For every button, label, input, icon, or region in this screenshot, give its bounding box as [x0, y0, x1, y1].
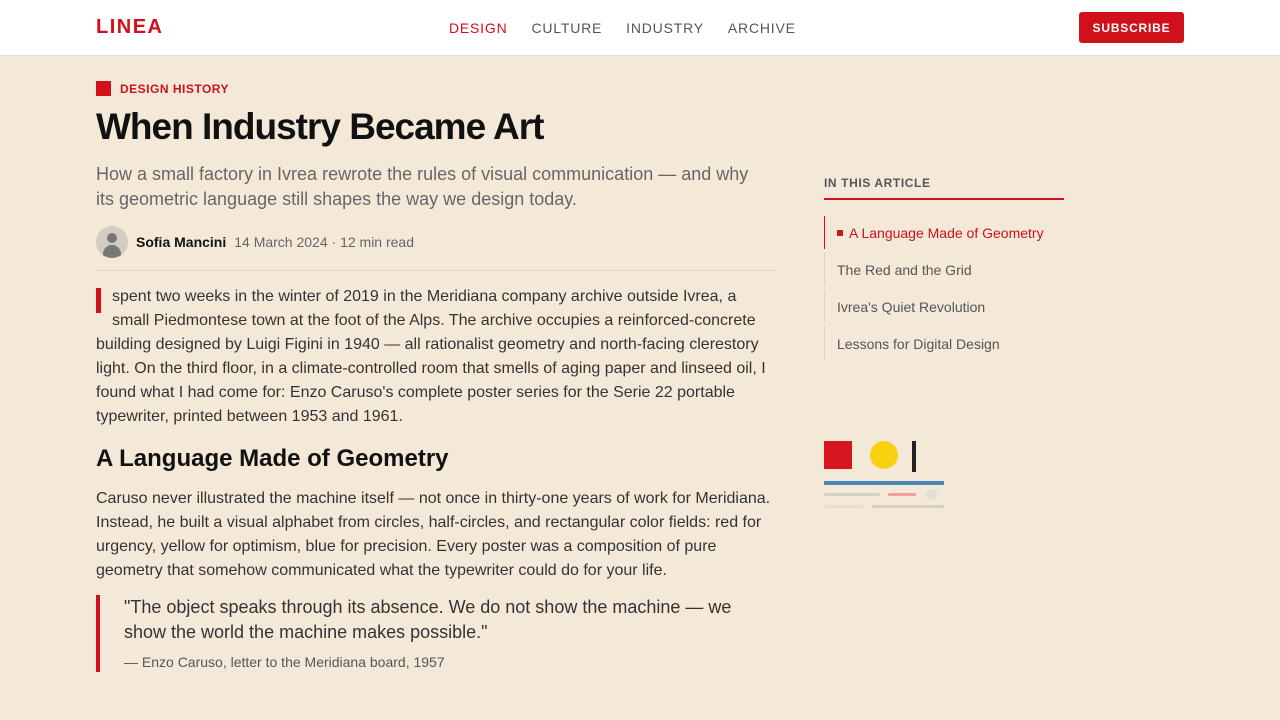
- black-bar-shape: [912, 441, 916, 472]
- toc-item-label: The Red and the Grid: [837, 261, 972, 278]
- gray-line-shape: [872, 505, 944, 508]
- nav-culture[interactable]: CULTURE: [531, 20, 603, 36]
- intro-text: spent two weeks in the winter of 2019 in the Meridiana company archive outside Ivrea, a small Piedmontese town at the foot of the Alps. The archive occupies a reinforced-concrete building designed by Luigi Figini in 1940 — all rationalist geometry and north-facing clerestory light. On the third floor, in a climate-controlled room that smells of aging paper and linseed oil, I found what I had come for: Enzo Caruso's complete poster series for the Serie 22 portable typewriter, printed between 1953 and 1961.: [96, 288, 766, 425]
- yellow-circle-shape: [870, 441, 898, 469]
- toc-item-digital-design[interactable]: [824, 327, 1064, 360]
- site-logo[interactable]: LINEA: [96, 16, 164, 38]
- toc-item-label: A Language Made of Geometry: [849, 224, 1044, 241]
- gray-line-shape: [824, 493, 880, 496]
- article-title: When Industry Became Art: [96, 106, 544, 147]
- drop-cap-bar: [96, 288, 101, 313]
- nav-design[interactable]: DESIGN: [449, 20, 508, 36]
- article-kicker: [96, 80, 776, 97]
- quote-text: "The object speaks through its absence. We do not show the machine — we show the world the machine makes possible.": [124, 597, 732, 642]
- table-of-contents: [824, 176, 1064, 364]
- article-meta: 14 March 2024 · 12 min read: [234, 234, 414, 250]
- toc-list: [824, 216, 1064, 360]
- toc-item-geometry[interactable]: [824, 216, 1064, 249]
- section-heading: A Language Made of Geometry: [96, 445, 449, 472]
- quote-citation: — Enzo Caruso, letter to the Meridiana board, 1957: [124, 654, 445, 670]
- kicker-square-icon: [96, 81, 111, 96]
- section-paragraph: Caruso never illustrated the machine itself — not once in thirty-one years of work for Meridiana. Instead, he built a visual alphabet from circles, half-circles, and rectangular color fields: red for urgency, yellow for optimism, blue for precision. Every poster was a composition of pure geometry that somehow communicated what the typewriter could do for your life.: [96, 490, 771, 579]
- blue-line-shape: [824, 481, 944, 485]
- author-name[interactable]: Sofia Mancini: [136, 234, 227, 250]
- pull-quote: [96, 595, 776, 672]
- gray-line-shape: [824, 505, 864, 508]
- divider: [96, 270, 776, 271]
- nav-industry[interactable]: INDUSTRY: [626, 20, 704, 36]
- red-square-shape: [824, 441, 852, 469]
- geometric-illustration: [824, 441, 944, 511]
- toc-title: IN THIS ARTICLE: [824, 176, 1064, 200]
- article: [96, 80, 776, 672]
- gray-dot-shape: [926, 489, 937, 500]
- site-header: [0, 0, 1280, 56]
- toc-item-ivrea[interactable]: [824, 290, 1064, 323]
- kicker-label[interactable]: DESIGN HISTORY: [120, 81, 230, 96]
- article-dek: How a small factory in Ivrea rewrote the rules of visual communication — and why its geometric language still shapes the way we design today.: [96, 164, 749, 209]
- main-nav: [449, 20, 796, 36]
- toc-item-red-grid[interactable]: [824, 253, 1064, 286]
- subscribe-button[interactable]: SUBSCRIBE: [1079, 12, 1184, 43]
- intro-paragraph: [96, 285, 776, 429]
- nav-archive[interactable]: ARCHIVE: [727, 20, 796, 36]
- toc-item-label: Ivrea's Quiet Revolution: [837, 298, 986, 315]
- active-marker-icon: [837, 230, 843, 236]
- pink-line-shape: [888, 493, 916, 496]
- user-avatar-icon: [96, 226, 128, 258]
- toc-item-label: Lessons for Digital Design: [837, 335, 1000, 352]
- byline: [96, 226, 776, 258]
